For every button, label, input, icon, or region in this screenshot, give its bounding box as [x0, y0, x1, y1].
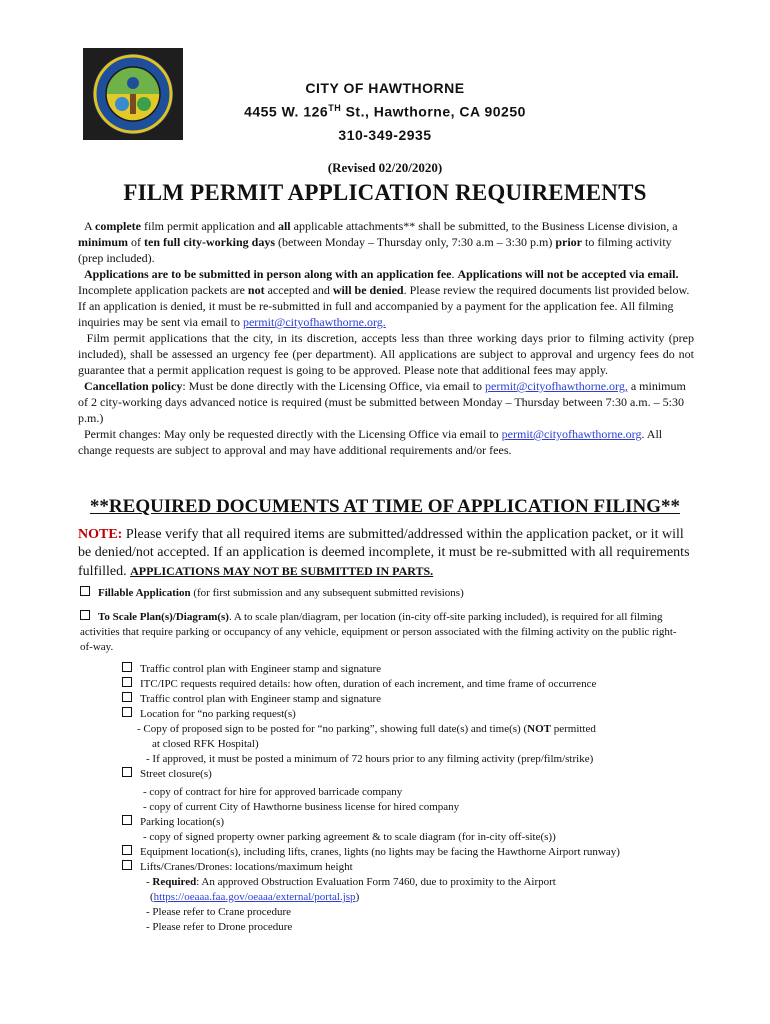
- text: accepted and: [264, 283, 333, 297]
- detail-line: - copy of current City of Hawthorne business license for hired company: [143, 801, 460, 813]
- intro-section: [78, 218, 694, 458]
- text: film permit application and: [141, 219, 278, 233]
- text-bold: complete: [95, 219, 141, 233]
- sub-item-label: Equipment location(s), including lifts, cranes, lights (no lights may be facing the Hawthorne Airport runway): [140, 846, 620, 858]
- text: - Copy of proposed sign to be posted for “no parking”, showing full date(s) and time(s) (: [137, 723, 528, 735]
- text-bold: Cancellation policy: [84, 379, 183, 393]
- text: .: [451, 267, 458, 281]
- sub-item-parking: [122, 815, 692, 830]
- intro-paragraph-5: [78, 426, 694, 458]
- text: of: [128, 235, 145, 249]
- text-bold: minimum: [78, 235, 129, 249]
- text-bold: will be denied: [332, 283, 404, 297]
- intro-paragraph-3: [78, 330, 694, 378]
- text-bold: ten full city-working days: [144, 235, 276, 249]
- email-link[interactable]: permit@cityofhawthorne.org: [501, 427, 642, 441]
- checkbox-icon[interactable]: [122, 860, 132, 870]
- city-address: [0, 103, 770, 120]
- text: applicable attachments** shall be submitted, to the Business License division, a: [290, 219, 678, 233]
- sub-item-street-closure: [122, 767, 692, 782]
- intro-paragraph-2: [78, 266, 694, 330]
- checkbox-icon[interactable]: [80, 610, 90, 620]
- note-caps: APPLICATIONS MAY NOT BE SUBMITTED IN PARTS.: [130, 564, 434, 578]
- item-label: Fillable Application: [98, 587, 191, 599]
- intro-paragraph-4: [78, 378, 694, 426]
- text: Permit changes: May only be requested directly with the Licensing Office via email to: [84, 427, 502, 441]
- item-desc: . A to scale plan/diagram, per location (in-city off-site parking included), is required for all filming activities that require parking or occupancy of any vehicle, equipment or person associated with the filming activity on the public right-of-way.: [80, 611, 677, 653]
- checkbox-icon[interactable]: [122, 815, 132, 825]
- sub-item: [122, 692, 692, 707]
- sub-item: [122, 677, 692, 692]
- note-block: [78, 526, 698, 581]
- page-title: FILM PERMIT APPLICATION REQUIREMENTS: [123, 180, 647, 205]
- text: permitted: [550, 723, 596, 735]
- city-phone: 310-349-2935: [338, 127, 432, 143]
- detail-line: [137, 722, 697, 737]
- sub-item-label: Traffic control plan with Engineer stamp and signature: [140, 693, 382, 705]
- sub-item-label: Location for “no parking request(s): [140, 708, 296, 720]
- text: Incomplete application packets are: [78, 283, 248, 297]
- sub-item-label: Traffic control plan with Engineer stamp and signature: [140, 663, 382, 675]
- address-part: St., Hawthorne, CA 90250: [341, 103, 526, 120]
- sub-item: [122, 662, 692, 677]
- text: (: [150, 891, 154, 903]
- sub-item-label: Parking location(s): [140, 816, 225, 828]
- sub-item: [122, 707, 692, 722]
- checkbox-icon[interactable]: [122, 845, 132, 855]
- faa-portal-link[interactable]: https://oeaaa.faa.gov/oeaaa/external/portal.jsp: [153, 891, 356, 903]
- text-bold: prior: [555, 235, 582, 249]
- text: A: [84, 219, 96, 233]
- email-link[interactable]: permit@cityofhawthorne.org,: [485, 379, 628, 393]
- checkbox-icon[interactable]: [122, 677, 132, 687]
- checkbox-icon[interactable]: [122, 692, 132, 702]
- text-bold: Applications are to be submitted in person along with an application fee: [84, 267, 452, 281]
- detail-line: at closed RFK Hospital): [152, 738, 259, 750]
- note-label: NOTE:: [78, 527, 123, 542]
- detail-line: - Please refer to Crane procedure: [146, 906, 292, 918]
- text: : An approved Obstruction Evaluation Form 7460, due to proximity to the Airport: [196, 876, 556, 888]
- sub-item-label: Street closure(s): [140, 768, 212, 780]
- text: ): [355, 891, 360, 903]
- item-fillable-application: [80, 586, 700, 601]
- detail-line: - copy of signed property owner parking agreement & to scale diagram (for in-city off-site(s)): [143, 831, 556, 843]
- detail-line: - If approved, it must be posted a minimum of 72 hours prior to any filming activity (prep/film/strike): [146, 753, 594, 765]
- address-superscript: TH: [328, 103, 342, 113]
- email-link[interactable]: permit@cityofhawthorne.org.: [242, 315, 386, 329]
- address-part: 4455 W. 126: [244, 103, 329, 120]
- sub-item-label: ITC/IPC requests required details: how often, duration of each increment, and time frame of occurrence: [140, 678, 597, 690]
- text-bold: Applications will not be accepted via email.: [457, 267, 679, 281]
- item-label: To Scale Plan(s)/Diagram(s): [98, 611, 229, 623]
- item-plans-diagrams: [80, 610, 680, 655]
- checkbox-icon[interactable]: [122, 767, 132, 777]
- revised-date: (Revised 02/20/2020): [327, 160, 443, 175]
- text: (between Monday – Thursday only, 7:30 a.m – 3:30 p.m): [275, 235, 556, 249]
- sub-item-lifts: [122, 860, 692, 875]
- note-text: Please verify that all required items are submitted/addressed within the application packet, or it will be denied/not accepted. If an application is deemed incomplete, it must be re-submitted with all requirements fulfilled.: [78, 527, 690, 579]
- text: . All change requests are subject to approval and may have additional requirements and/or fees.: [78, 427, 663, 457]
- detail-line: - Please refer to Drone procedure: [146, 921, 293, 933]
- sub-item-label: Lifts/Cranes/Drones: locations/maximum height: [140, 861, 353, 873]
- item-desc: (for first submission and any subsequent submitted revisions): [190, 587, 464, 599]
- required-documents-heading: **REQUIRED DOCUMENTS AT TIME OF APPLICATION FILING**: [89, 496, 681, 517]
- text: : Must be done directly with the Licensing Office, via email to: [182, 379, 486, 393]
- detail-line: [150, 890, 700, 905]
- text: . Please review the required documents list provided below. If an application is denied, it must be re-submitted in full and accompanied by a payment for the application fee. All filming inquiries may be sent via email to: [78, 283, 690, 329]
- text: -: [146, 876, 153, 888]
- detail-line: - copy of contract for hire for approved barricade company: [143, 786, 403, 798]
- intro-paragraph-1: [78, 218, 694, 266]
- text: to filming activity (prep included).: [78, 235, 672, 265]
- detail-line: [146, 875, 696, 890]
- checkbox-icon[interactable]: [80, 586, 90, 596]
- text-bold: all: [277, 219, 291, 233]
- text: a minimum of 2 city-working days advanced notice is required (must be submitted between Monday – Thursday between 7:30 a.m. – 5:30 p.m.): [78, 379, 686, 425]
- sub-item-equipment: [122, 845, 712, 860]
- text-bold: Required: [152, 876, 197, 888]
- text-bold: not: [247, 283, 265, 297]
- text: Film permit applications that the city, in its discretion, accepts less than three working days prior to filming activity (prep included), shall be assessed an urgency fee (per department). All applications are subject to approval and urgency fees do not guarantee that a permit application request is going to be approved. Please note that additional fees may apply.: [78, 331, 695, 377]
- text-bold: NOT: [527, 723, 551, 735]
- checkbox-icon[interactable]: [122, 707, 132, 717]
- checkbox-icon[interactable]: [122, 662, 132, 672]
- city-name: CITY OF HAWTHORNE: [305, 80, 465, 96]
